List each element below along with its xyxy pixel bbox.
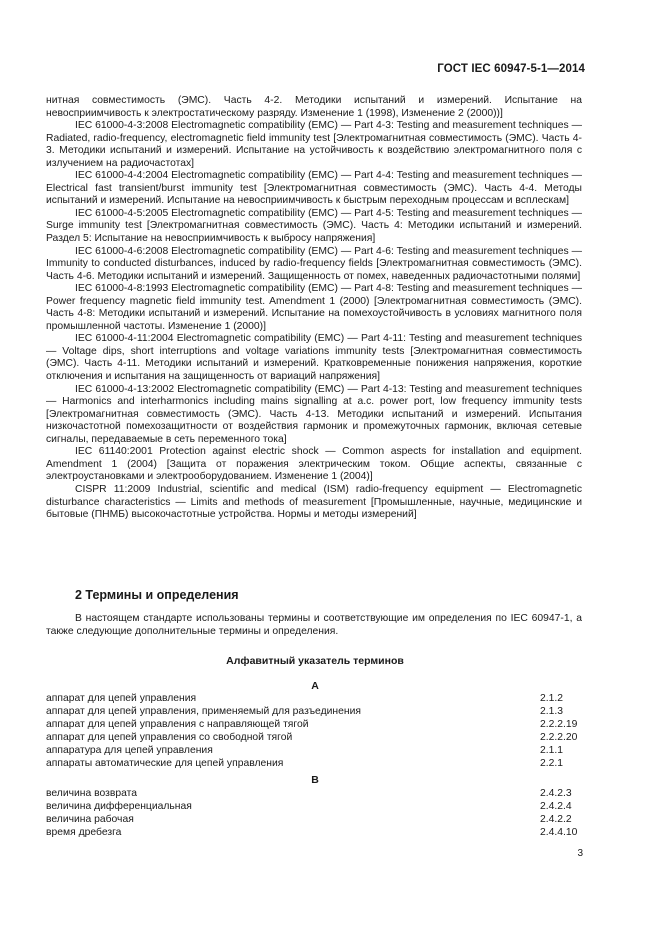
index-letter-v: В <box>311 774 319 786</box>
reference-paragraph: нитная совместимость (ЭМС). Часть 4-2. Методики испытаний и измерений. Испытание на невосприимчивость к электростатическому разряду. Изменение 1 (1998), Изменение 2 (2000))] <box>46 95 582 119</box>
index-entry <box>46 705 586 718</box>
index-entry <box>46 744 586 757</box>
index-title: Алфавитный указатель терминов <box>226 655 404 667</box>
index-term: аппараты автоматические для цепей управления <box>46 758 284 770</box>
index-ref: 2.2.2.20 <box>540 732 578 744</box>
index-term: аппарат для цепей управления, применяемый для разъединения <box>46 706 361 718</box>
section-intro <box>46 613 582 638</box>
index-ref: 2.4.2.4 <box>540 801 572 813</box>
index-ref: 2.1.1 <box>540 745 564 757</box>
index-entry <box>46 826 586 839</box>
index-entry <box>46 692 586 705</box>
reference-paragraph: CISPR 11:2009 Industrial, scientific and medical (ISM) radio-frequency equipment — Electromagnetic disturbance characteristics — Limits and methods of measurement [Промышленные, научные, медицинские и бытовые (ПНМБ) высокочастотные устройства. Нормы и методы измерений] <box>46 483 582 521</box>
index-ref: 2.2.1 <box>540 758 564 770</box>
reference-paragraph: IEC 61000-4-3:2008 Electromagnetic compatibility (EMC) — Part 4-3: Testing and measurement techniques — Radiated, radio-frequency, electromagnetic field immunity test [Электромагнитная совместимость (ЭМС). Часть 4-3. Методики испытаний и измерений. Испытание на устойчивость к воздействию электромагнитного поля с излучением на радиочастотах] <box>46 120 582 169</box>
index-term: аппарат для цепей управления с направляющей тягой <box>46 719 309 731</box>
intro-paragraph: В настоящем стандарте использованы термины и соответствующие им определения по IEC 60947-1, а также следующие дополнительные термины и определения. <box>46 613 582 637</box>
reference-paragraph: IEC 61000-4-6:2008 Electromagnetic compatibility (EMC) — Part 4-6: Testing and measurement techniques — Immunity to conducted disturbances, induced by radio-frequency fields [Электромагнитная совместимость (ЭМС). Часть 4-6. Методики испытаний и измерений. Защищенность от помех, наведенных радиочастотными полями] <box>46 245 582 282</box>
index-ref: 2.1.2 <box>540 693 564 704</box>
index-term: величина дифференциальная <box>46 801 192 813</box>
index-letter-a: А <box>311 680 319 692</box>
section-title: 2 Термины и определения <box>75 588 239 602</box>
index-ref: 2.1.3 <box>540 706 564 718</box>
index-term: величина возврата <box>46 788 138 799</box>
index-term: аппаратура для цепей управления <box>46 745 213 757</box>
reference-paragraph: IEC 61140:2001 Protection against electric shock — Common aspects for installation and equipment. Amendment 1 (2004) [Защита от поражения электрическим током. Общие аспекты, связанные с электроустановками и электрооборудованием. Изменение 1 (2004)] <box>46 446 582 483</box>
index-ref: 2.4.4.10 <box>540 827 578 839</box>
index-ref: 2.4.2.3 <box>540 788 572 799</box>
index-term: аппарат для цепей управления со свободной тягой <box>46 732 293 744</box>
reference-paragraph: IEC 61000-4-11:2004 Electromagnetic compatibility (EMC) — Part 4-11: Testing and measurement techniques — Voltage dips, short interruptions and voltage variations immunity tests [Электромагнитная совместимость (ЭМС). Часть 4-11. Методики испытаний и измерений. Кратковременные понижения напряжения, короткие отключения и испытания на защищенность от вариаций напряжения] <box>46 333 582 383</box>
index-entry <box>46 718 586 731</box>
index-entry <box>46 731 586 744</box>
page-number: 3 <box>577 848 583 859</box>
index-group-a <box>46 692 586 771</box>
normative-references-text <box>46 95 582 522</box>
reference-paragraph: IEC 61000-4-4:2004 Electromagnetic compatibility (EMC) — Part 4-4: Testing and measurement techniques — Electrical fast transient/burst immunity test [Электромагнитная совместимость (ЭМС). Часть 4-4. Методы испытаний и измерений. Испытание на невосприимчивость к быстрым переходным процессам и всплескам] <box>46 170 582 207</box>
index-entry <box>46 757 586 770</box>
index-ref: 2.2.2.19 <box>540 719 578 731</box>
index-term: аппарат для цепей управления <box>46 693 197 704</box>
index-group-v <box>46 787 586 839</box>
document-code-header: ГОСТ IEC 60947-5-1—2014 <box>437 63 585 75</box>
index-term: время дребезга <box>46 827 122 839</box>
reference-paragraph: IEC 61000-4-5:2005 Electromagnetic compatibility (EMC) — Part 4-5: Testing and measurement techniques — Surge immunity test [Электромагнитная совместимость (ЭМС). Часть 4: Методики испытаний и измерений. Раздел 5: Испытание на невосприимчивость к выбросу напряжения] <box>46 207 582 245</box>
index-entry <box>46 800 586 813</box>
reference-paragraph: IEC 61000-4-8:1993 Electromagnetic compatibility (EMC) — Part 4-8: Testing and measurement techniques — Power frequency magnetic field immunity test. Amendment 1 (2000) [Электромагнитная совместимость (ЭМС). Часть 4-8: Методики испытаний и измерений. Испытание на помехоустойчивость в условиях магнитного поля промышленной частоты. Изменение 1 (2000)] <box>46 283 582 332</box>
index-ref: 2.4.2.2 <box>540 814 572 826</box>
index-entry <box>46 787 586 800</box>
reference-paragraph: IEC 61000-4-13:2002 Electromagnetic compatibility (EMC) — Part 4-13: Testing and measurement techniques — Harmonics and interharmonics including mains signalling at a.c. power port, low frequency immunity tests [Электромагнитная совместимость (ЭМС). Часть 4-13. Методики испытаний и измерений. Испытания низкочастотной помехозащитности от воздействия гармоник и промежуточных гармоник, включая сетевые сигналы, передаваемые в сеть переменного тока] <box>46 383 582 445</box>
index-term: величина рабочая <box>46 814 134 826</box>
index-entry <box>46 813 586 826</box>
